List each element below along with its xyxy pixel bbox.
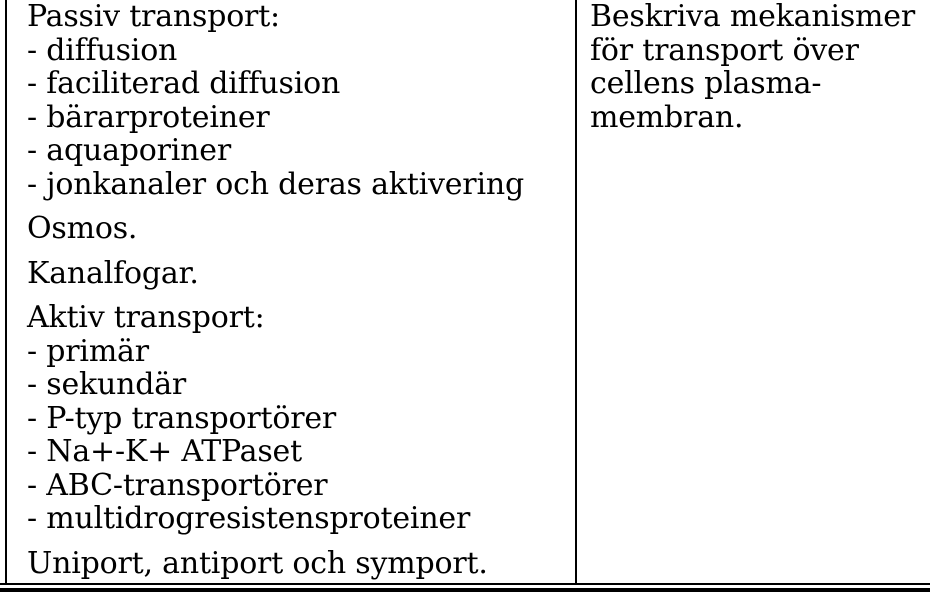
gap-junctions-paragraph <box>27 257 572 291</box>
text-line: membran. <box>590 99 744 135</box>
osmosis-paragraph <box>27 212 572 246</box>
text-line: Kanalfogar. <box>27 255 199 291</box>
learning-objective-cell <box>590 0 925 134</box>
text-line: - P-typ transportörer <box>27 400 337 436</box>
text-line: för transport över <box>590 32 859 68</box>
course-content-cell <box>27 0 572 580</box>
table-row-border <box>0 583 930 585</box>
passive-transport-list <box>27 0 572 201</box>
text-line: - sekundär <box>27 367 187 402</box>
text-line: Passiv transport: <box>27 0 280 34</box>
text-line: - bärarproteiner <box>27 99 270 135</box>
text-line: Osmos. <box>27 211 138 246</box>
text-line: - primär <box>27 333 149 369</box>
text-line: Uniport, antiport och symport. <box>27 545 488 581</box>
text-line: - diffusion <box>27 32 178 68</box>
table-bottom-border <box>0 588 930 592</box>
learning-objective-paragraph <box>590 0 925 134</box>
text-line: Beskriva mekanismer <box>590 0 915 34</box>
table-left-border <box>5 0 7 583</box>
text-line: - Na+-K+ ATPaset <box>27 434 302 469</box>
text-line: - faciliterad diffusion <box>27 66 341 101</box>
text-line: cellens plasma- <box>590 66 822 101</box>
text-line: Aktiv transport: <box>27 300 265 335</box>
table-column-divider <box>575 0 577 583</box>
active-transport-list <box>27 301 572 536</box>
text-line: - aquaporiner <box>27 133 231 168</box>
text-line: - ABC-transportörer <box>27 467 328 503</box>
text-line: - jonkanaler och deras aktivering <box>27 166 524 202</box>
text-line: - multidrogresistensproteiner <box>27 501 471 536</box>
transporter-types-paragraph <box>27 547 572 581</box>
